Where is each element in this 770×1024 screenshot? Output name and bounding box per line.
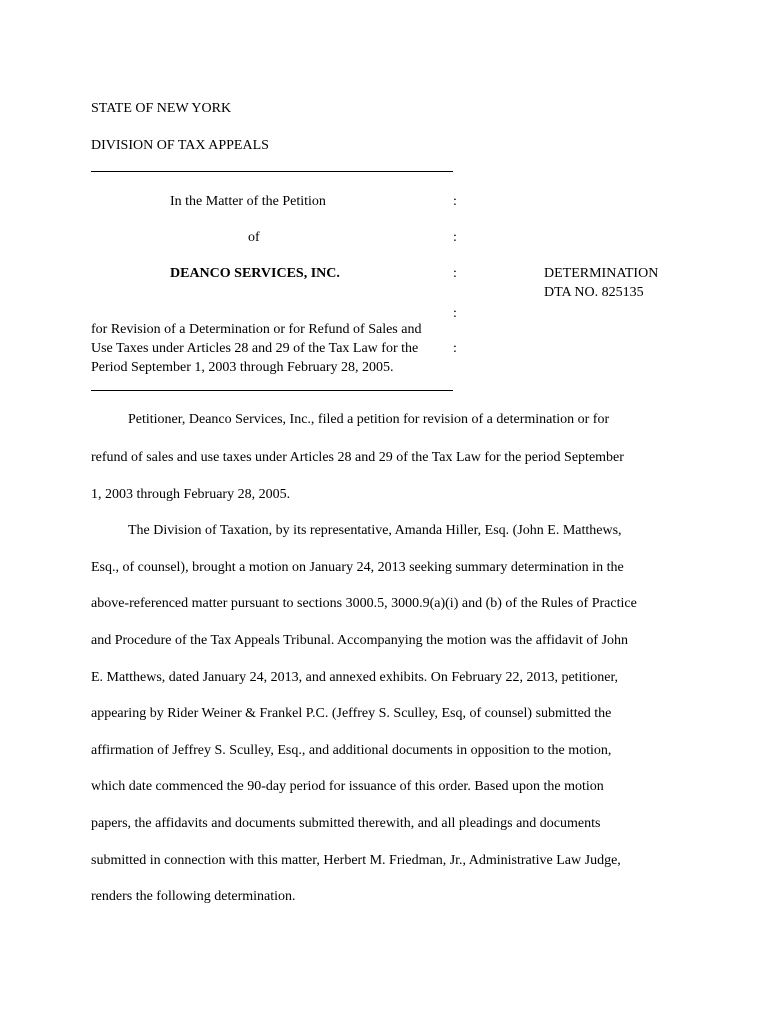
body-line: submitted in connection with this matter, Herbert M. Friedman, Jr., Administrative Law Judge,: [91, 853, 621, 868]
body-line: which date commenced the 90-day period for issuance of this order. Based upon the motion: [91, 779, 604, 794]
determination-title: DETERMINATION: [544, 266, 659, 281]
body-line: The Division of Taxation, by its representative, Amanda Hiller, Esq. (John E. Matthews,: [128, 523, 622, 538]
division-heading: DIVISION OF TAX APPEALS: [91, 138, 269, 153]
dta-number: DTA NO. 825135: [544, 285, 644, 300]
matter-line: In the Matter of the Petition: [170, 194, 326, 209]
caption-description-line: Period September 1, 2003 through February 28, 2005.: [91, 360, 394, 375]
of-line: of: [248, 230, 260, 245]
body-line: Esq., of counsel), brought a motion on January 24, 2013 seeking summary determination in the: [91, 560, 624, 575]
body-line: and Procedure of the Tax Appeals Tribunal. Accompanying the motion was the affidavit of John: [91, 633, 629, 648]
caption-colon-4: :: [453, 306, 457, 321]
body-line: affirmation of Jeffrey S. Sculley, Esq., and additional documents in opposition to the motion,: [91, 743, 612, 758]
caption-colon-5: :: [453, 341, 457, 356]
body-line: Petitioner, Deanco Services, Inc., filed a petition for revision of a determination or for: [128, 412, 610, 427]
caption-bottom-rule: [91, 390, 453, 391]
caption-colon-3: :: [453, 266, 457, 281]
caption-description-line: for Revision of a Determination or for Refund of Sales and: [91, 322, 422, 337]
body-line: 1, 2003 through February 28, 2005.: [91, 487, 291, 502]
caption-colon-1: :: [453, 194, 457, 209]
body-line: appearing by Rider Weiner & Frankel P.C. (Jeffrey S. Sculley, Esq, of counsel) submitted the: [91, 706, 612, 721]
caption-description-line: Use Taxes under Articles 28 and 29 of the Tax Law for the: [91, 341, 419, 356]
state-heading: STATE OF NEW YORK: [91, 101, 232, 116]
body-line: E. Matthews, dated January 24, 2013, and annexed exhibits. On February 22, 2013, petitioner,: [91, 670, 619, 685]
caption-colon-2: :: [453, 230, 457, 245]
caption-top-rule: [91, 171, 453, 172]
body-line: above-referenced matter pursuant to sections 3000.5, 3000.9(a)(i) and (b) of the Rules of Practice: [91, 596, 637, 611]
body-line: renders the following determination.: [91, 889, 296, 904]
body-line: refund of sales and use taxes under Articles 28 and 29 of the Tax Law for the period September: [91, 450, 624, 465]
body-line: papers, the affidavits and documents submitted therewith, and all pleadings and documents: [91, 816, 601, 831]
petitioner-name: DEANCO SERVICES, INC.: [170, 266, 340, 281]
